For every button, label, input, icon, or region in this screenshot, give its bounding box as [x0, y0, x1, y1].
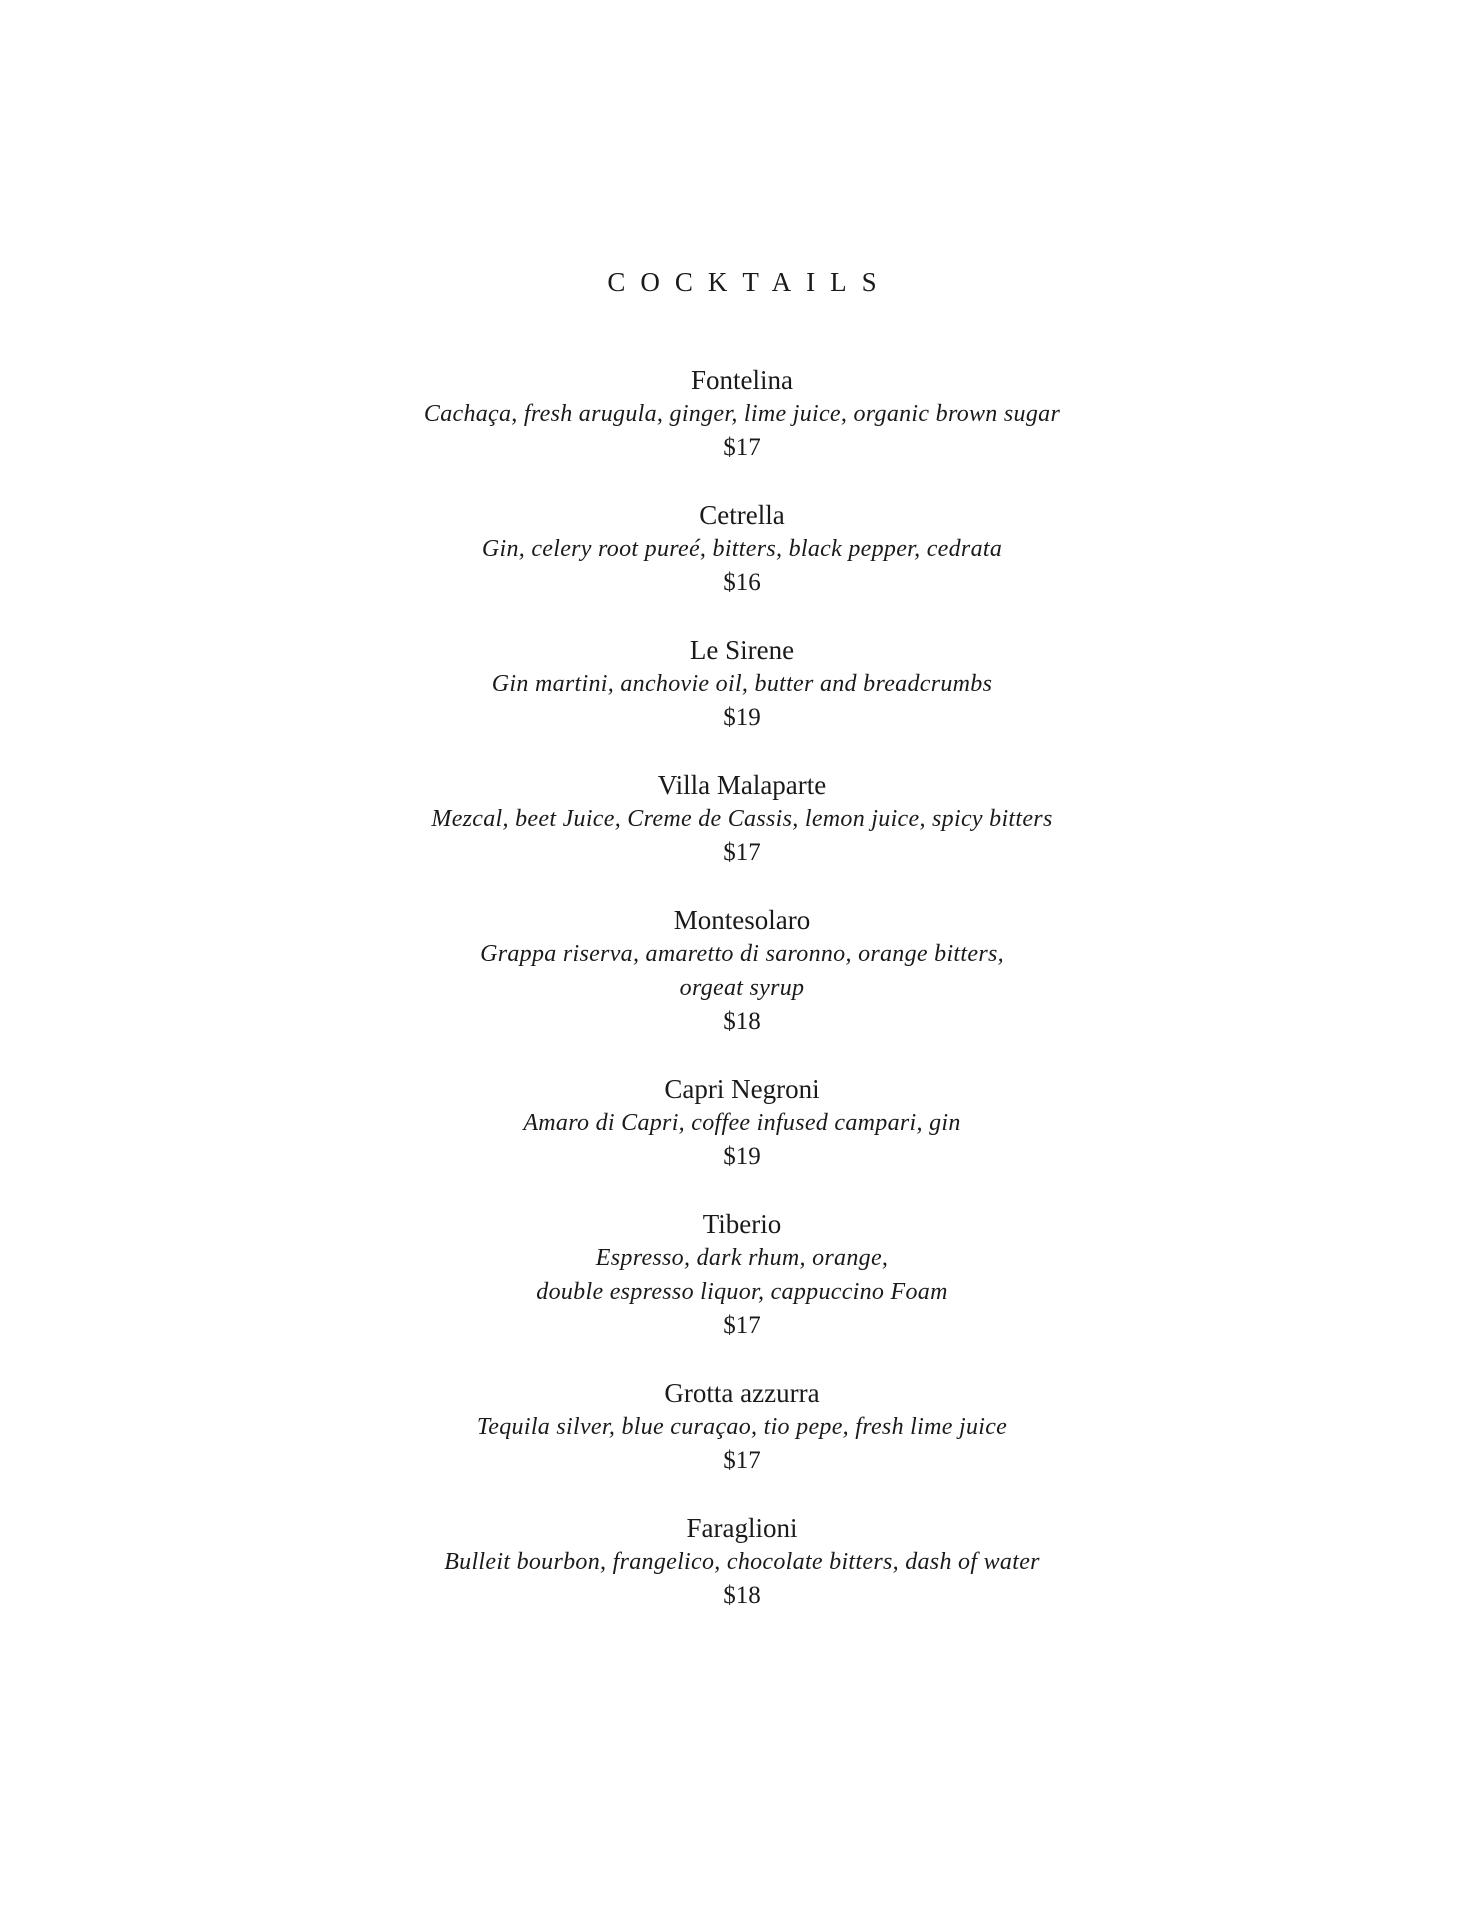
menu-item — [0, 498, 1484, 600]
menu-item — [0, 1207, 1484, 1343]
item-price: $19 — [723, 704, 761, 731]
item-description: orgeat syrup — [679, 975, 805, 1001]
item-description: Gin, celery root pureé, bitters, black pepper, cedrata — [481, 536, 1003, 562]
item-price: $17 — [723, 434, 761, 461]
item-description: double espresso liquor, cappuccino Foam — [536, 1279, 948, 1305]
item-price: $17 — [723, 1312, 761, 1339]
item-name: Faraglioni — [686, 1513, 798, 1543]
menu-title: COCKTAILS — [607, 267, 892, 297]
item-name: Le Sirene — [689, 635, 795, 665]
menu-item — [0, 1072, 1484, 1174]
item-name: Grotta azzurra — [664, 1378, 820, 1408]
item-name: Villa Malaparte — [657, 770, 827, 800]
item-price: $19 — [723, 1143, 761, 1170]
menu-item — [0, 1376, 1484, 1478]
item-description: Grappa riserva, amaretto di saronno, orange bitters, — [480, 941, 1004, 967]
cocktail-list — [0, 363, 1484, 1646]
item-price: $16 — [723, 569, 761, 596]
menu-item — [0, 768, 1484, 870]
item-name: Fontelina — [691, 365, 793, 395]
menu-item — [0, 633, 1484, 735]
menu-item — [0, 1511, 1484, 1613]
item-description: Cachaça, fresh arugula, ginger, lime juice, organic brown sugar — [423, 401, 1061, 427]
item-name: Montesolaro — [673, 905, 811, 935]
item-description: Bulleit bourbon, frangelico, chocolate bitters, dash of water — [444, 1549, 1040, 1575]
item-price: $18 — [723, 1008, 761, 1035]
menu-item — [0, 903, 1484, 1039]
item-description: Espresso, dark rhum, orange, — [595, 1245, 889, 1271]
item-description: Tequila silver, blue curaçao, tio pepe, fresh lime juice — [476, 1414, 1008, 1440]
item-description: Gin martini, anchovie oil, butter and breadcrumbs — [491, 671, 993, 697]
item-name: Cetrella — [699, 500, 785, 530]
menu-item — [0, 363, 1484, 465]
item-price: $17 — [723, 1447, 761, 1474]
item-description: Amaro di Capri, coffee infused campari, gin — [523, 1110, 961, 1136]
item-name: Capri Negroni — [664, 1074, 820, 1104]
item-description: Mezcal, beet Juice, Creme de Cassis, lemon juice, spicy bitters — [431, 806, 1053, 832]
item-name: Tiberio — [702, 1209, 782, 1239]
item-price: $18 — [723, 1582, 761, 1609]
item-price: $17 — [723, 839, 761, 866]
